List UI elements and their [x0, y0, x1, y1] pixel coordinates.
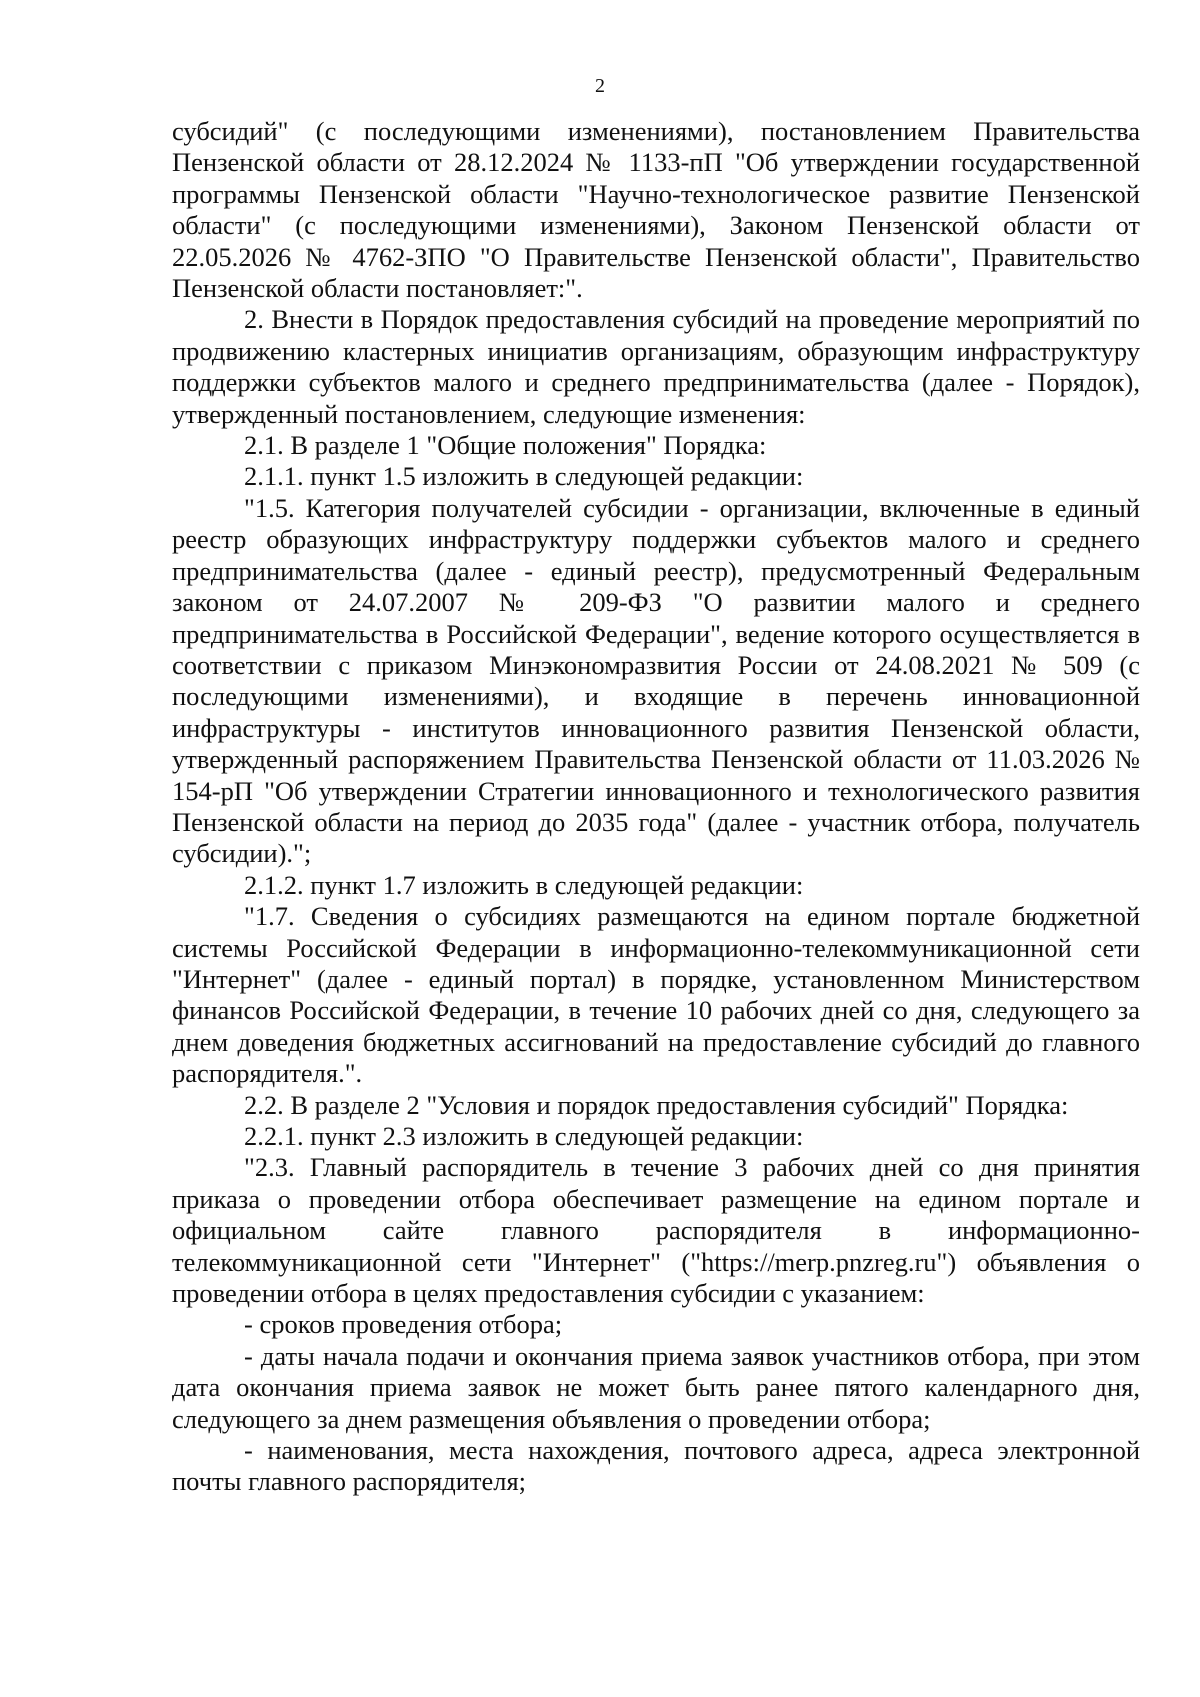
paragraph-item-2-1-1: 2.1.1. пункт 1.5 изложить в следующей редакции:: [244, 461, 804, 492]
paragraph-continuation: субсидий" (с последующими изменениями), постановлением Правительства Пензенской области от 28.12.2024 № 1133-пП "Об утверждении государственной программы Пензенской области "Научно-технологическое развитие Пензенской области" (с последующими изменениями), Законом Пензенской области от 22.05.2026 № 4762-ЗПО "О Правительстве Пензенской области", Правительство Пензенской области постановляет:".: [172, 116, 1140, 304]
list-item-deadlines: - сроков проведения отбора;: [244, 1309, 563, 1340]
paragraph-item-2-1: 2.1. В разделе 1 "Общие положения" Порядка:: [244, 430, 767, 461]
paragraph-item-2-2: 2.2. В разделе 2 "Условия и порядок предоставления субсидий" Порядка:: [244, 1089, 1069, 1120]
paragraph-clause-1-7: "1.7. Сведения о субсидиях размещаются на едином портале бюджетной системы Российской Федерации в информационно-телекоммуникационной сети "Интернет" (далее - единый портал) в порядке, установленном Министерством финансов Российской Федерации, в течение 10 рабочих дней со дня, следующего за днем доведения бюджетных ассигнований на предоставление субсидий до главного распорядителя.".: [172, 901, 1140, 1089]
page-number: 2: [595, 75, 605, 97]
list-item-contacts: - наименования, места нахождения, почтового адреса, адреса электронной почты главного распорядителя;: [172, 1435, 1140, 1497]
paragraph-item-2-2-1: 2.2.1. пункт 2.3 изложить в следующей редакции:: [244, 1121, 804, 1151]
document-body: [172, 116, 1140, 1498]
paragraph-item-2: 2. Внести в Порядок предоставления субсидий на проведение мероприятий по продвижению кластерных инициатив организациям, образующим инфраструктуру поддержки субъектов малого и среднего предпринимательства (далее - Порядок), утвержденный постановлением, следующие изменения:: [172, 304, 1140, 429]
paragraph-clause-2-3: "2.3. Главный распорядитель в течение 3 рабочих дней со дня принятия приказа о проведении отбора обеспечивает размещение на едином портале и официальном сайте главного распорядителя в информационно-телекоммуникационной сети "Интернет" ("https://merp.pnzreg.ru") объявления о проведении отбора в целях предоставления субсидии с указанием:: [172, 1152, 1140, 1309]
list-item-dates: - даты начала подачи и окончания приема заявок участников отбора, при этом дата окончания приема заявок не может быть ранее пятого календарного дня, следующего за днем размещения объявления о проведении отбора;: [172, 1340, 1140, 1434]
paragraph-clause-1-5: "1.5. Категория получателей субсидии - организации, включенные в единый реестр образующих инфраструктуру поддержки субъектов малого и среднего предпринимательства (далее - единый реестр), предусмотренный Федеральным законом от 24.07.2007 № 209-ФЗ "О развитии малого и среднего предпринимательства в Российской Федерации", ведение которого осуществляется в соответствии с приказом Минэкономразвития России от 24.08.2021 № 509 (с последующими изменениями), и входящие в перечень инновационной инфраструктуры - институтов инновационного развития Пензенской области, утвержденный распоряжением Правительства Пензенской области от 11.03.2026 № 154-рП "Об утверждении Стратегии инновационного и технологического развития Пензенской области на период до 2035 года" (далее - участник отбора, получатель субсидии).";: [172, 492, 1140, 869]
paragraph-item-2-1-2: 2.1.2. пункт 1.7 изложить в следующей редакции:: [244, 869, 804, 900]
